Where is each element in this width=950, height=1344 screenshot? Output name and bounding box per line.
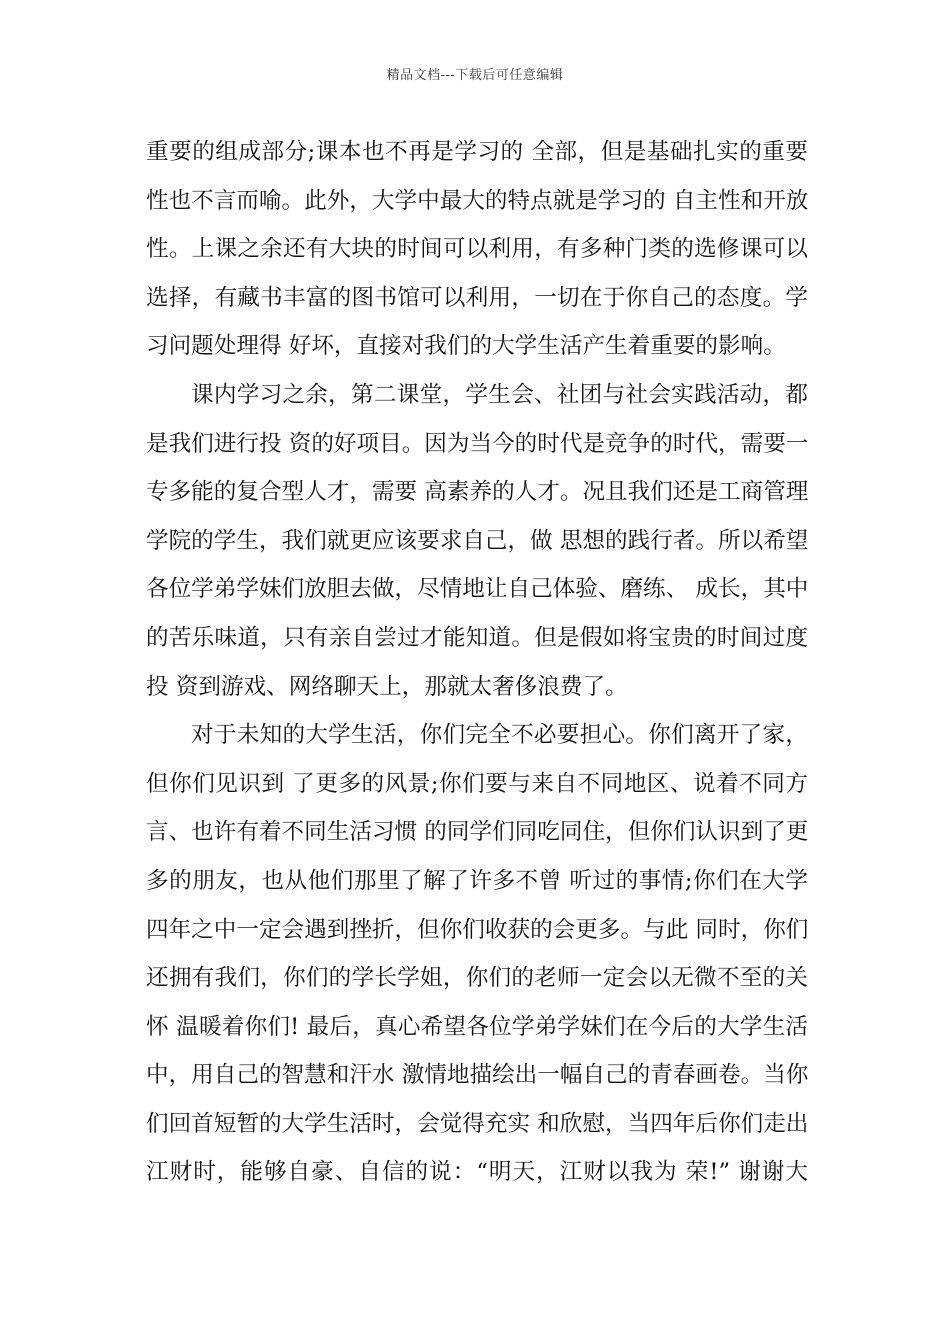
text-line: 言、也许有着不同生活习惯 的同学们同吃同住，但你们认识到了更 (146, 819, 808, 846)
text-line: 学院的学生，我们就更应该要求自己，做 思想的践行者。所以希望 (146, 527, 808, 554)
text-line: 怀 温暖着你们! 最后，真心希望各位学弟学妹们在今后的大学生活 (146, 1013, 808, 1040)
text-line: 性也不言而喻。此外，大学中最大的特点就是学习的 自主性和开放 (146, 187, 808, 214)
text-line: 专多能的复合型人才，需要 高素养的人才。况且我们还是工商管理 (146, 479, 808, 506)
text-line: 习问题处理得 好坏，直接对我们的大学生活产生着重要的影响。 (146, 333, 786, 360)
text-line: 的苦乐味道，只有亲自尝过才能知道。但是假如将宝贵的时间过度 (146, 624, 808, 651)
text-line: 性。上课之余还有大块的时间可以利用，有多种门类的选修课可以 (146, 236, 808, 263)
page-header: 精品文档---下载后可任意编辑 (386, 68, 564, 83)
text-line: 各位学弟学妹们放胆去做，尽情地让自己体验、磨练、 成长，其中 (146, 576, 808, 603)
text-line: 四年之中一定会遇到挫折，但你们收获的会更多。与此 同时，你们 (146, 916, 808, 943)
text-line: 投 资到游戏、网络聊天上，那就太奢侈浪费了。 (146, 673, 628, 700)
document-body (146, 128, 808, 1197)
text-line: 但你们见识到 了更多的风景;你们要与来自不同地区、说着不同方 (146, 770, 808, 797)
text-line: 选择，有藏书丰富的图书馆可以利用，一切在于你自己的态度。学 (146, 284, 808, 311)
text-line: 们回首短暂的大学生活时，会觉得充实 和欣慰，当四年后你们走出 (146, 1110, 808, 1137)
text-line: 中，用自己的智慧和汗水 激情地描绘出一幅自己的青春画卷。当你 (146, 1062, 808, 1089)
text-line: 重要的组成部分;课本也不再是学习的 全部，但是基础扎实的重要 (146, 139, 808, 165)
text-line: 课内学习之余，第二课堂，学生会、社团与社会实践活动，都 (191, 381, 808, 408)
text-line: 还拥有我们，你们的学长学姐，你们的老师一定会以无微不至的关 (146, 965, 808, 992)
text-line: 对于未知的大学生活，你们完全不必要担心。你们离开了家， (191, 722, 808, 749)
text-line: 江财时，能够自豪、自信的说：“明天，江财以我为 荣!” 谢谢大 (146, 1159, 808, 1186)
text-line: 多的朋友，也从他们那里了解了许多不曾 听过的事情;你们在大学 (146, 867, 808, 894)
text-line: 是我们进行投 资的好项目。因为当今的时代是竞争的时代，需要一 (146, 430, 808, 457)
